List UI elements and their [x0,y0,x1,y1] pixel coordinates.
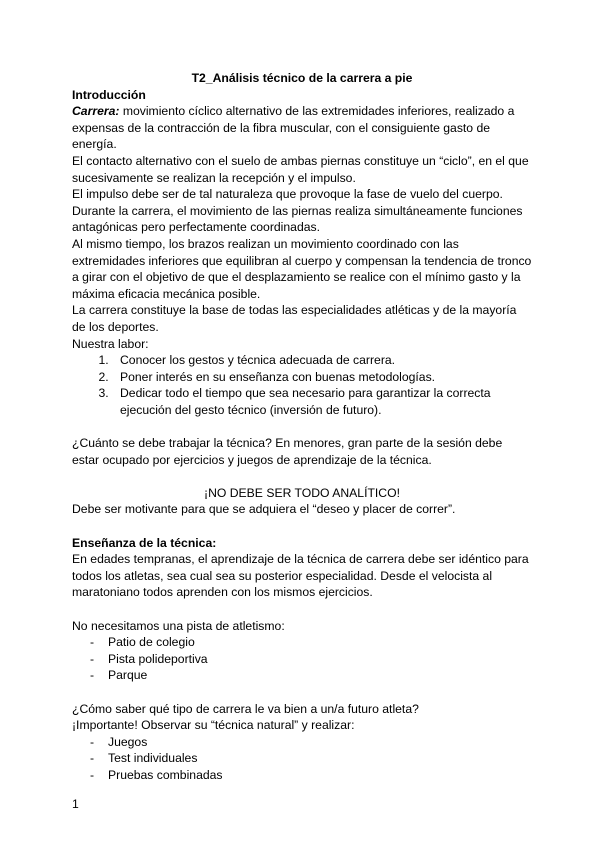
list-item: - Patio de colegio [90,634,532,651]
list-item: 2. Poner interés en su enseñanza con buenas metodologías. [112,369,532,386]
document-page [72,70,532,784]
definition-paragraph [72,103,532,153]
paragraph-teaching: En edades tempranas, el aprendizaje de la técnica de carrera debe ser idéntico para todos los atletas, sea cual sea su posterior especialidad. Desde el velocista al maratoniano todos aprenden con los mismos ejercicios. [72,552,529,600]
list-item: 1. Conocer los gestos y técnica adecuada de carrera. [112,352,532,369]
paragraph-athlete-question: ¿Cómo saber qué tipo de carrera le va bien a un/a futuro atleta? [72,701,419,716]
track-list [72,634,532,684]
list-item: - Parque [90,667,532,684]
paragraph-track: No necesitamos una pista de atletismo: [72,618,285,633]
list-item: - Pruebas combinadas [90,767,532,784]
intro-heading: Introducción [72,87,146,102]
paragraph-impulse: El impulso debe ser de tal naturaleza que provoque la fase de vuelo del cuerpo. [72,187,503,202]
list-item: - Juegos [90,734,532,751]
paragraph-motivation: Debe ser motivante para que se adquiera el “deseo y placer de correr”. [72,502,456,517]
definition-text: movimiento cíclico alternativo de las extremidades inferiores, realizado a expensas de la contracción de la fibra muscular, con el consiguiente gasto de energía. [72,104,515,152]
paragraph-arms: Al mismo tiempo, los brazos realizan un movimiento coordinado con las extremidades inferiores que equilibran al cuerpo y compensan la tendencia de tronco a girar con el objetivo de que el desplazamiento se realice con el mínimo gasto y la máxima eficacia mecánica posible. [72,236,532,301]
centered-note: ¡NO DEBE SER TODO ANALÍTICO! [204,485,400,500]
paragraph-base: La carrera constituye la base de todas las especialidades atléticas y de la mayoría de los deportes. [72,303,517,334]
teaching-heading: Enseñanza de la técnica: [72,535,217,550]
document-title: T2_Análisis técnico de la carrera a pie [191,71,413,85]
labor-list [72,352,532,418]
definition-term: Carrera: [72,104,120,119]
list-item: - Test individuales [90,750,532,767]
paragraph-legs: Durante la carrera, el movimiento de las piernas realiza simultáneamente funciones antagónicas pero perfectamente coordinadas. [72,203,523,235]
observe-list [72,734,532,784]
page-number: 1 [72,797,79,811]
paragraph-labor: Nuestra labor: [72,336,149,351]
paragraph-important: ¡Importante! Observar su “técnica natural” y realizar: [72,718,355,733]
list-item: - Pista polideportiva [90,651,532,668]
paragraph-question: ¿Cuánto se debe trabajar la técnica? En menores, gran parte de la sesión debe estar ocupado por ejercicios y juegos de aprendizaje de la técnica. [72,436,503,467]
paragraph-cycle: El contacto alternativo con el suelo de ambas piernas constituye un “ciclo”, en el que sucesivamente se realizan la recepción y el impulso. [72,153,529,185]
list-item: 3. Dedicar todo el tiempo que sea necesario para garantizar la correcta ejecución del gesto técnico (inversión de futuro). [112,385,532,418]
